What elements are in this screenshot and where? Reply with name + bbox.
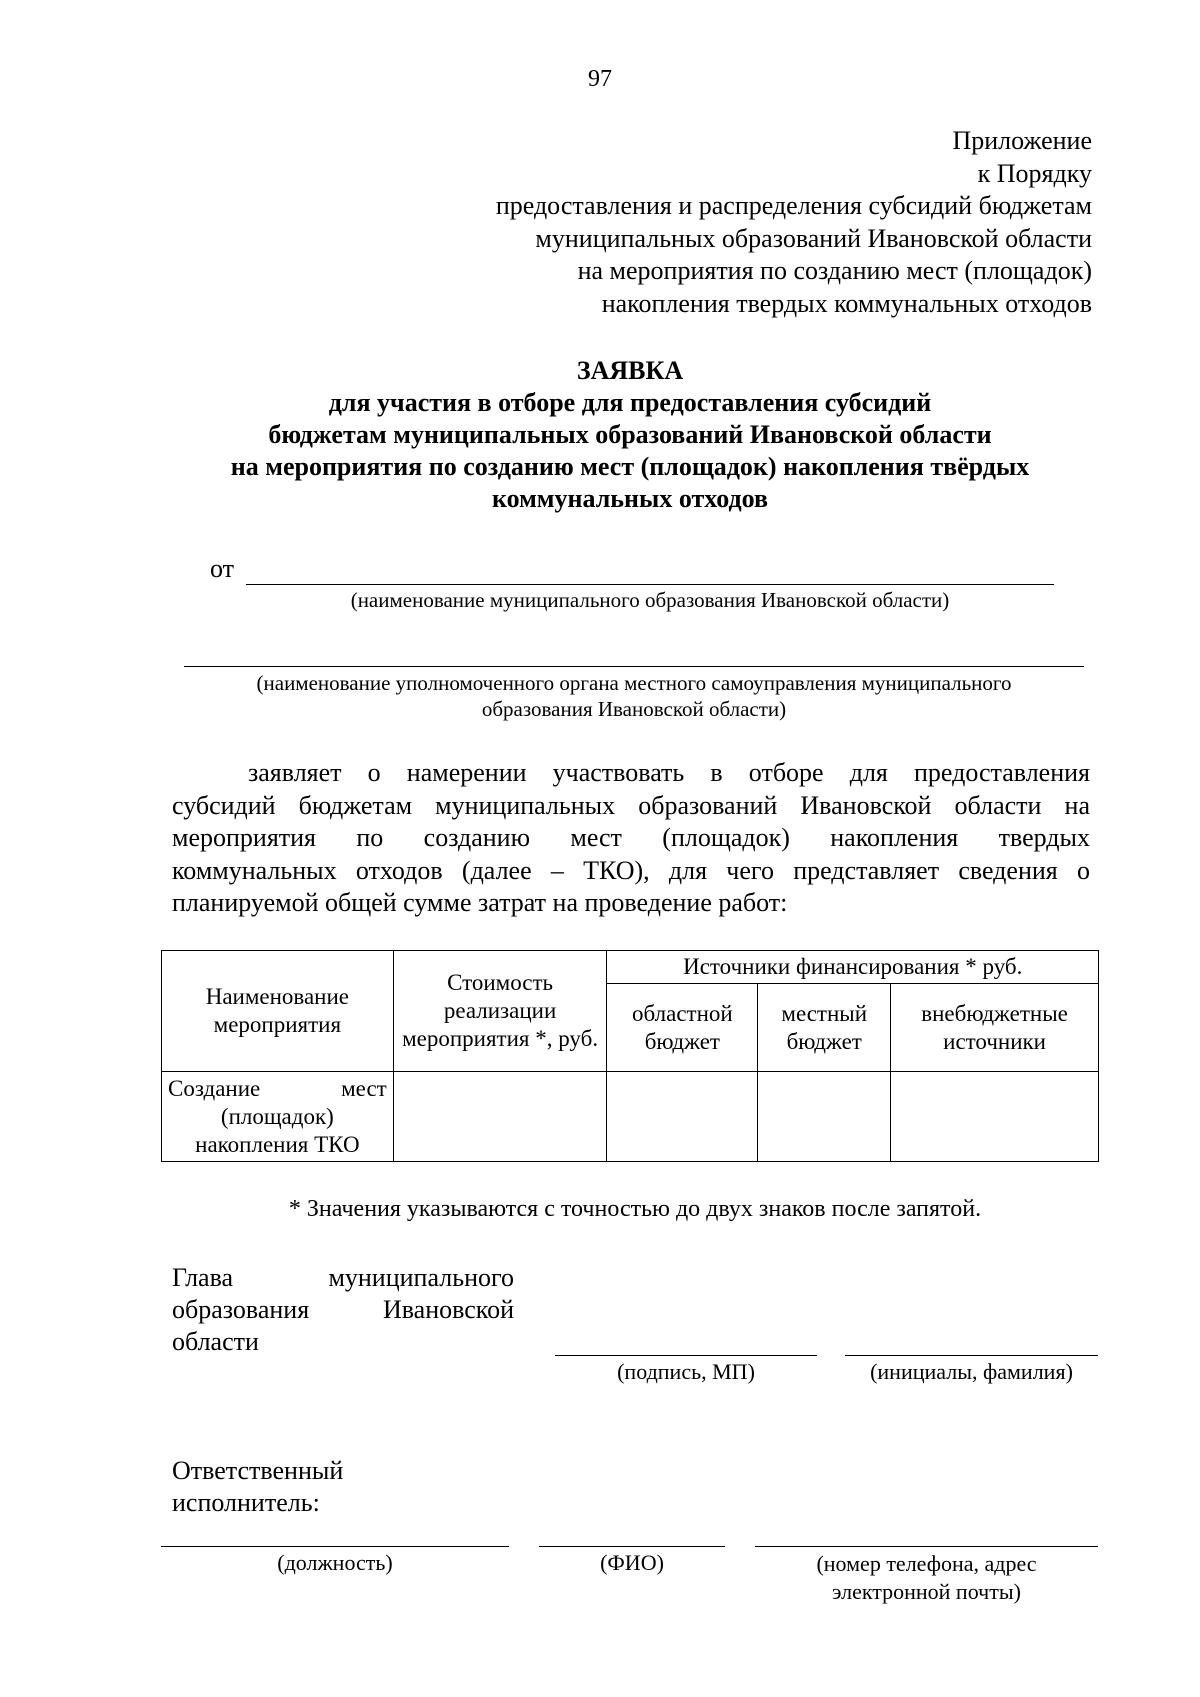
statement-line: коммунальных отходов (далее – ТКО), для чего представляет сведения о bbox=[172, 855, 1090, 885]
statement-line: субсидий бюджетам муниципальных образований Ивановской области на bbox=[172, 790, 1090, 820]
header-name: Наименование мероприятия bbox=[162, 951, 394, 1072]
municipality-caption: (наименование муниципального образования Ивановской области) bbox=[350, 588, 950, 612]
row-label-line: (площадок) bbox=[220, 1103, 334, 1129]
contact-caption-line: электронной почты) bbox=[832, 1579, 1021, 1604]
appendix-line: на мероприятия по созданию мест (площадок) bbox=[577, 256, 1092, 285]
title-line: коммунальных отходов bbox=[491, 484, 769, 513]
signature-field-line[interactable] bbox=[555, 1355, 817, 1356]
fio-field-line[interactable] bbox=[539, 1546, 725, 1547]
footnote: * Значения указываются с точностью до двух знаков после запятой. bbox=[288, 1196, 982, 1222]
position-field-line[interactable] bbox=[161, 1546, 509, 1547]
responsible-label bbox=[172, 1455, 343, 1519]
authority-caption-line: образования Ивановской области) bbox=[481, 697, 787, 721]
name-caption: (инициалы, фамилия) bbox=[870, 1359, 1073, 1384]
contact-field-line[interactable] bbox=[755, 1546, 1098, 1547]
cell-local[interactable] bbox=[758, 1072, 891, 1162]
row-label-line: накопления ТКО bbox=[195, 1131, 360, 1157]
statement-line: планируемой общей сумме затрат на проведение работ: bbox=[172, 888, 788, 917]
appendix-line: к Порядку bbox=[977, 158, 1092, 188]
responsible-label-line: Ответственный bbox=[172, 1456, 344, 1485]
title-heading: ЗАЯВКА bbox=[576, 356, 684, 385]
appendix-header bbox=[292, 125, 1092, 320]
authority-caption bbox=[150, 670, 1118, 722]
title-line: для участия в отборе для предоставления субсидий bbox=[328, 388, 932, 417]
municipality-field-line[interactable] bbox=[246, 584, 1054, 585]
header-local: местный бюджет bbox=[758, 984, 891, 1072]
from-label: от bbox=[210, 554, 235, 583]
cell-cost[interactable] bbox=[393, 1072, 607, 1162]
row-label bbox=[162, 1072, 394, 1162]
cell-regional[interactable] bbox=[607, 1072, 758, 1162]
statement-line: заявляет о намерении участвовать в отборе для предоставления bbox=[248, 758, 1090, 787]
signature-caption: (подпись, МП) bbox=[617, 1359, 755, 1384]
name-field-line[interactable] bbox=[845, 1355, 1098, 1356]
header-extrabudget: внебюджетные источники bbox=[891, 984, 1099, 1072]
header-regional: областной бюджет bbox=[607, 984, 758, 1072]
header-cost: Стоимость реализации мероприятия *, руб. bbox=[393, 951, 607, 1072]
appendix-line: предоставления и распределения субсидий бюджетам bbox=[495, 191, 1092, 220]
appendix-line: накопления твердых коммунальных отходов bbox=[601, 288, 1092, 318]
responsible-label-line: исполнитель: bbox=[172, 1488, 320, 1517]
document-title bbox=[140, 355, 1120, 515]
financing-table bbox=[161, 950, 1099, 1162]
contact-caption bbox=[755, 1550, 1098, 1606]
title-line: на мероприятия по созданию мест (площадок) накопления твёрдых bbox=[230, 452, 1030, 481]
statement-paragraph bbox=[172, 757, 1090, 920]
contact-caption-line: (номер телефона, адрес bbox=[816, 1551, 1037, 1576]
head-label-line: области bbox=[172, 1327, 259, 1356]
head-label-line: Глава муниципального bbox=[172, 1263, 514, 1292]
head-label bbox=[172, 1262, 514, 1358]
page-number: 97 bbox=[588, 66, 612, 92]
authority-caption-line: (наименование уполномоченного органа местного самоуправления муниципального bbox=[256, 671, 1012, 695]
cell-extrabudget[interactable] bbox=[891, 1072, 1099, 1162]
fio-caption: (ФИО) bbox=[600, 1550, 664, 1575]
statement-line: мероприятия по созданию мест (площадок) накопления твердых bbox=[172, 823, 1090, 852]
appendix-line: Приложение bbox=[952, 126, 1092, 155]
row-label-line: Создание мест bbox=[168, 1075, 387, 1101]
position-caption: (должность) bbox=[277, 1550, 393, 1575]
header-sources: Источники финансирования * руб. bbox=[607, 951, 1099, 984]
appendix-line: муниципальных образований Ивановской области bbox=[535, 223, 1092, 253]
authority-field-line[interactable] bbox=[184, 666, 1084, 667]
title-line: бюджетам муниципальных образований Ивановской области bbox=[268, 420, 992, 449]
head-label-line: образования Ивановской bbox=[172, 1295, 514, 1324]
